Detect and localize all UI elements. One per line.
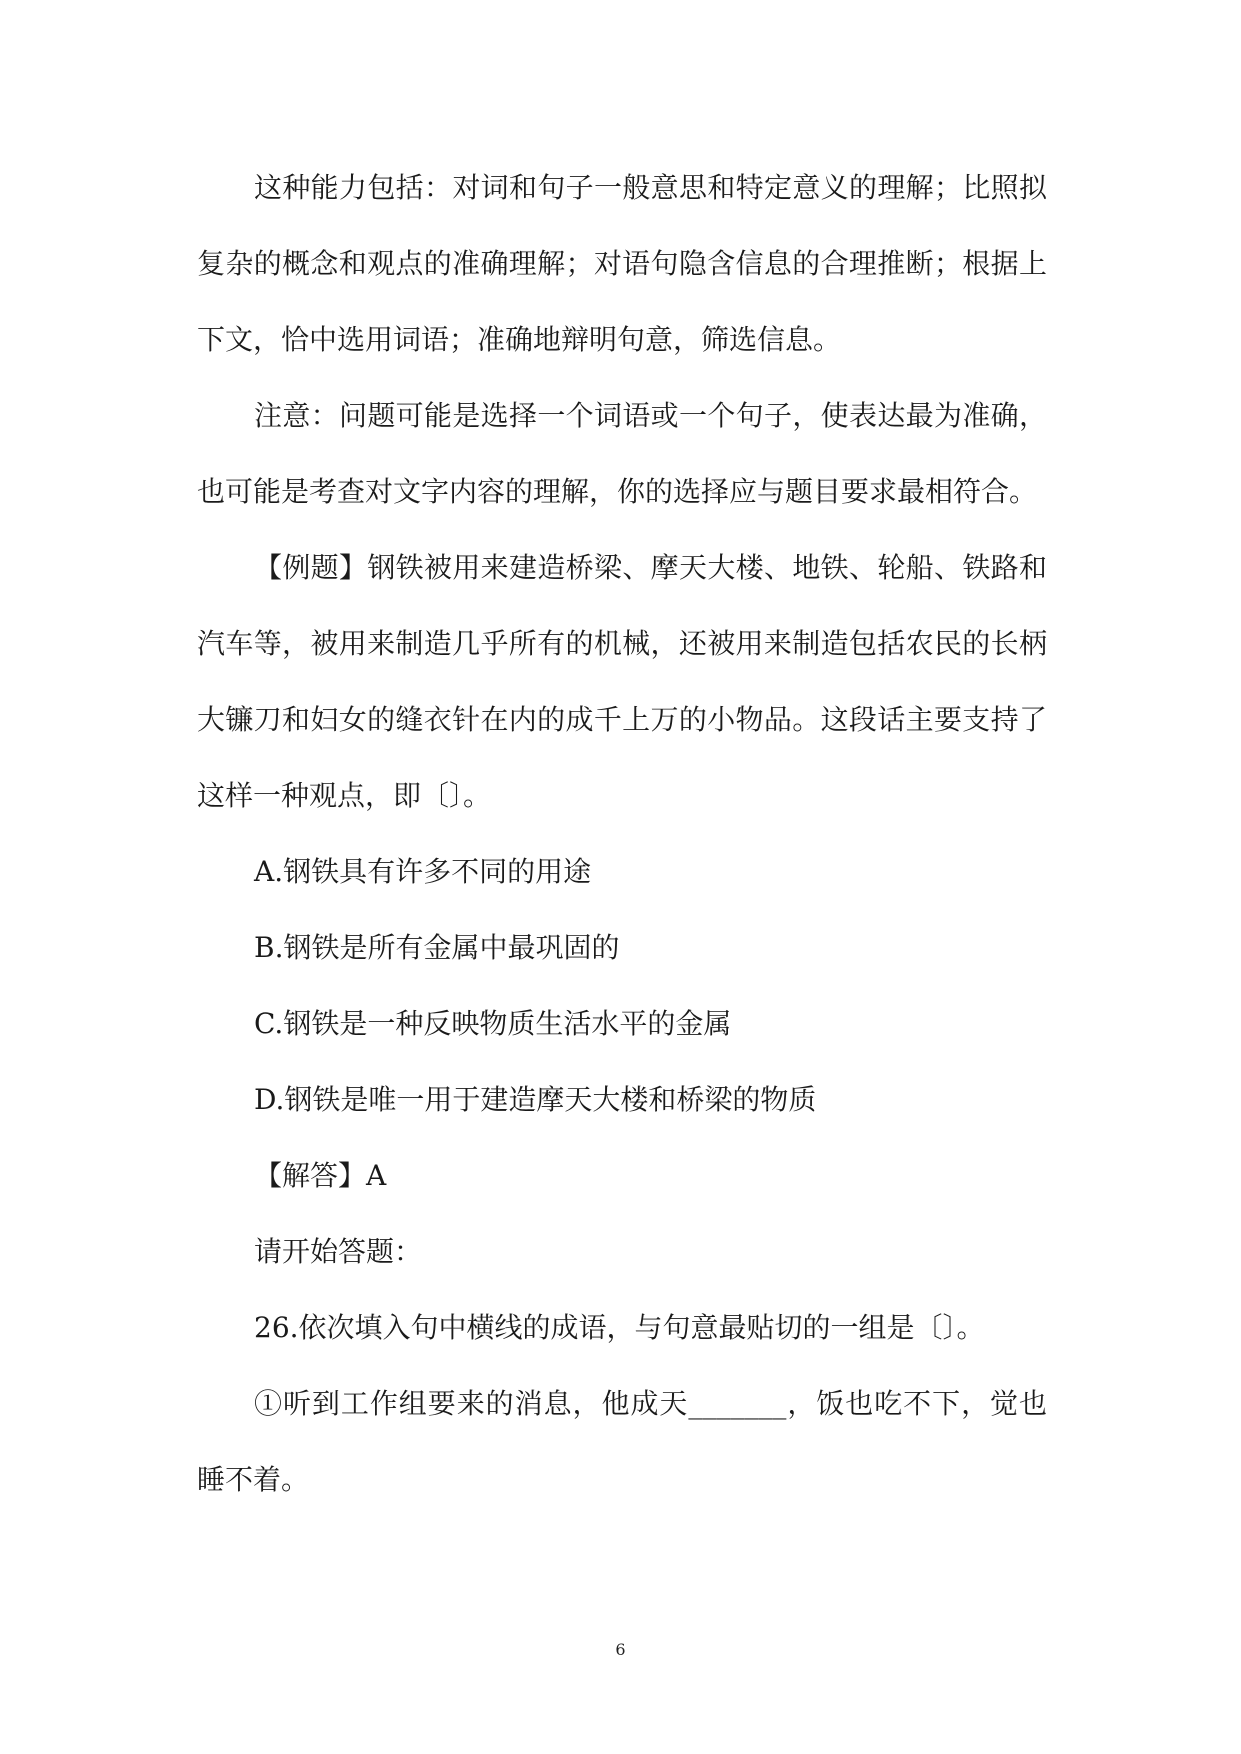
paragraph-example-question: 【例题】钢铁被用来建造桥梁、摩天大楼、地铁、轮船、铁路和汽车等，被用来制造几乎所有的机械，还被用来制造包括农民的长柄大镰刀和妇女的缝衣针在内的成千上万的小物品。这段话主要支持了这样一种观点，即〔〕。 [197,551,1047,812]
paragraph-note: 注意：问题可能是选择一个词语或一个句子，使表达最为准确，也可能是考查对文字内容的理解，你的选择应与题目要求最相符合。 [197,399,1047,508]
paragraph-ability-description: 这种能力包括：对词和句子一般意思和特定意义的理解；比照拟复杂的概念和观点的准确理解；对语句隐含信息的合理推断；根据上下文，恰中选用词语；准确地辩明句意，筛选信息。 [197,171,1047,356]
page-number: 6 [615,1640,626,1659]
option-c: C.钢铁是一种反映物质生活水平的金属 [254,1007,732,1040]
paragraph-question-26: 26.依次填入句中横线的成语，与句意最贴切的一组是〔〕。 [254,1311,985,1344]
document-body [197,150,1047,1518]
option-b: B.钢铁是所有金属中最巩固的 [254,931,620,964]
paragraph-answer: 【解答】A [254,1159,387,1192]
paragraph-start-prompt: 请开始答题： [254,1235,423,1268]
option-d: D.钢铁是唯一用于建造摩天大楼和桥梁的物质 [254,1083,817,1116]
paragraph-question-26-item-1: ①听到工作组要来的消息，他成天_______，饭也吃不下，觉也睡不着。 [197,1387,1047,1496]
option-a: A.钢铁具有许多不同的用途 [254,855,592,888]
